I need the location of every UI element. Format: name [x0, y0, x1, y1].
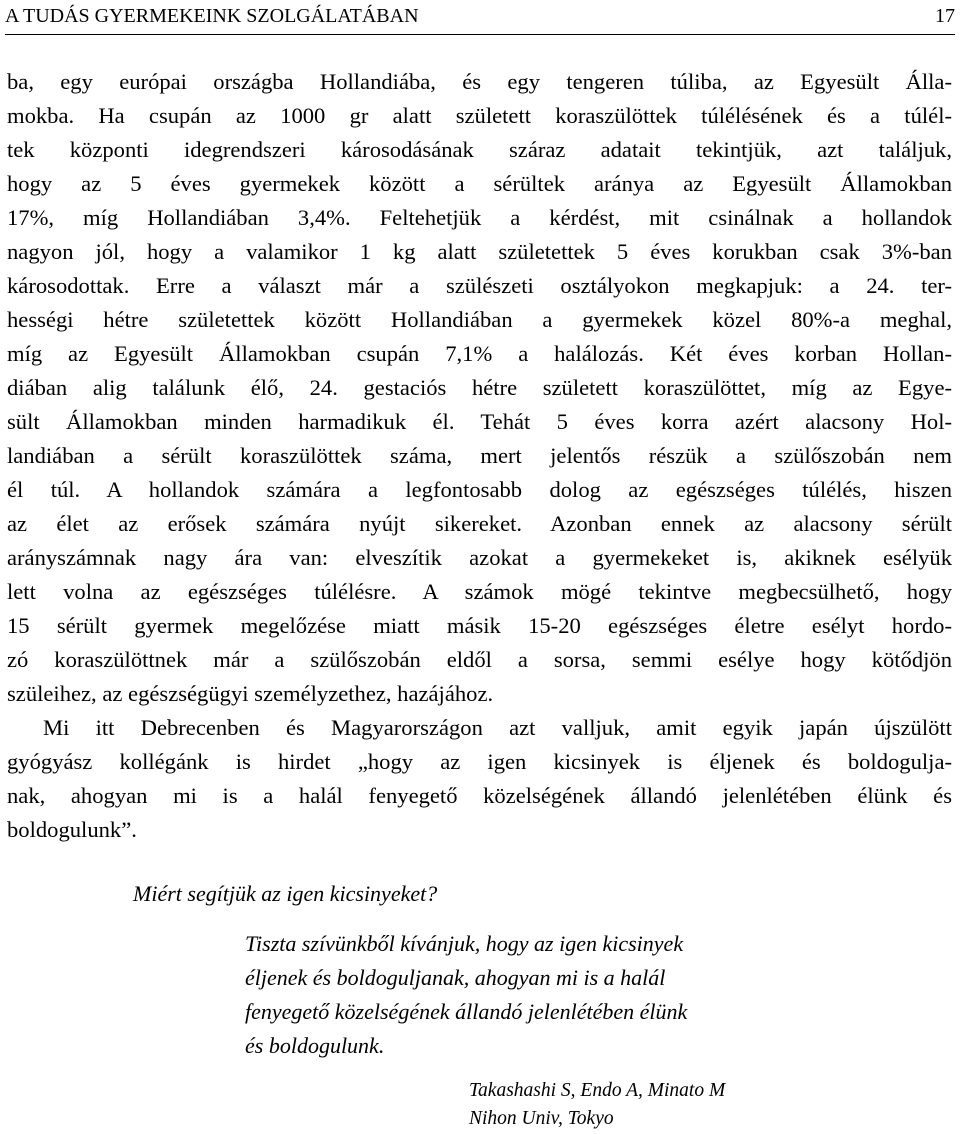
- text-line: landiában a sérült koraszülöttek száma, mert jelentős részük a szülőszobán nem: [7, 443, 952, 468]
- text-line: gyógyász kollégánk is hirdet „hogy az igen kicsinyek is éljenek és boldogulja-: [7, 749, 952, 774]
- running-header: [5, 0, 955, 35]
- quote-answer-line: éljenek és boldoguljanak, ahogyan mi is a halál: [245, 965, 666, 990]
- text-line: diában alig találunk élő, 24. gestaciós hétre született koraszülöttet, míg az Egye-: [7, 375, 952, 400]
- text-line: mokba. Ha csupán az 1000 gr alatt született koraszülöttek túlélésének és a túlél-: [7, 103, 952, 128]
- quote-answer-line: Tiszta szívünkből kívánjuk, hogy az igen kicsinyek: [245, 931, 684, 956]
- text-line: 15 sérült gyermek megelőzése miatt másik 15-20 egészséges életre esélyt hordo-: [7, 613, 952, 638]
- text-line: Mi itt Debrecenben és Magyarországon azt valljuk, amit egyik japán újszülött: [43, 715, 952, 740]
- text-line: ba, egy európai országba Hollandiába, és egy tengeren túliba, az Egyesült Álla-: [7, 69, 952, 94]
- quote-attribution-authors: Takashashi S, Endo A, Minato M: [469, 1080, 726, 1101]
- quote-answer-line: és boldogulunk.: [245, 1033, 385, 1058]
- text-line: tek központi idegrendszeri károsodásának száraz adatait tekintjük, azt találjuk,: [7, 137, 952, 162]
- text-line: sült Államokban minden harmadikuk él. Tehát 5 éves korra azért alacsony Hol-: [7, 409, 952, 434]
- text-line: zó koraszülöttnek már a szülőszobán eldől a sorsa, semmi esélye hogy kötődjön: [7, 647, 952, 672]
- quote-attribution-affiliation: Nihon Univ, Tokyo: [469, 1108, 614, 1129]
- text-line: lett volna az egészséges túlélésre. A számok mögé tekintve megbecsülhető, hogy: [7, 579, 952, 604]
- text-line: boldogulunk”.: [7, 817, 137, 842]
- text-line: él túl. A hollandok számára a legfontosabb dolog az egészséges túlélés, hiszen: [7, 477, 952, 502]
- text-line: szüleihez, az egészségügyi személyzethez, hazájához.: [7, 681, 494, 706]
- quote-question: Miért segítjük az igen kicsinyeket?: [133, 881, 438, 906]
- text-line: hogy az 5 éves gyermekek között a sérültek aránya az Egyesült Államokban: [7, 171, 952, 196]
- quote-answer-line: fenyegető közelségének állandó jelenlétében élünk: [245, 999, 688, 1024]
- running-header-title: A TUDÁS GYERMEKEINK SZOLGÁLATÁBAN: [5, 5, 419, 27]
- text-line: arányszámnak nagy ára van: elveszítik azokat a gyermekeket is, akiknek esélyük: [7, 545, 952, 570]
- text-line: az élet az erősek számára nyújt sikereket. Azonban ennek az alacsony sérült: [7, 511, 952, 536]
- text-line: míg az Egyesült Államokban csupán 7,1% a halálozás. Két éves korban Hollan-: [7, 341, 952, 366]
- text-line: hességi hétre születettek között Hollandiában a gyermekek közel 80%-a meghal,: [7, 307, 952, 332]
- text-line: károsodottak. Erre a választ már a szülészeti osztályokon megkapjuk: a 24. ter-: [7, 273, 952, 298]
- text-line: nak, ahogyan mi is a halál fenyegető közelségének állandó jelenlétében élünk és: [7, 783, 952, 808]
- text-line: 17%, míg Hollandiában 3,4%. Feltehetjük a kérdést, mit csinálnak a hollandok: [7, 205, 952, 230]
- page-number: 17: [935, 5, 955, 27]
- text-line: nagyon jól, hogy a valamikor 1 kg alatt születettek 5 éves korukban csak 3%-ban: [7, 239, 952, 264]
